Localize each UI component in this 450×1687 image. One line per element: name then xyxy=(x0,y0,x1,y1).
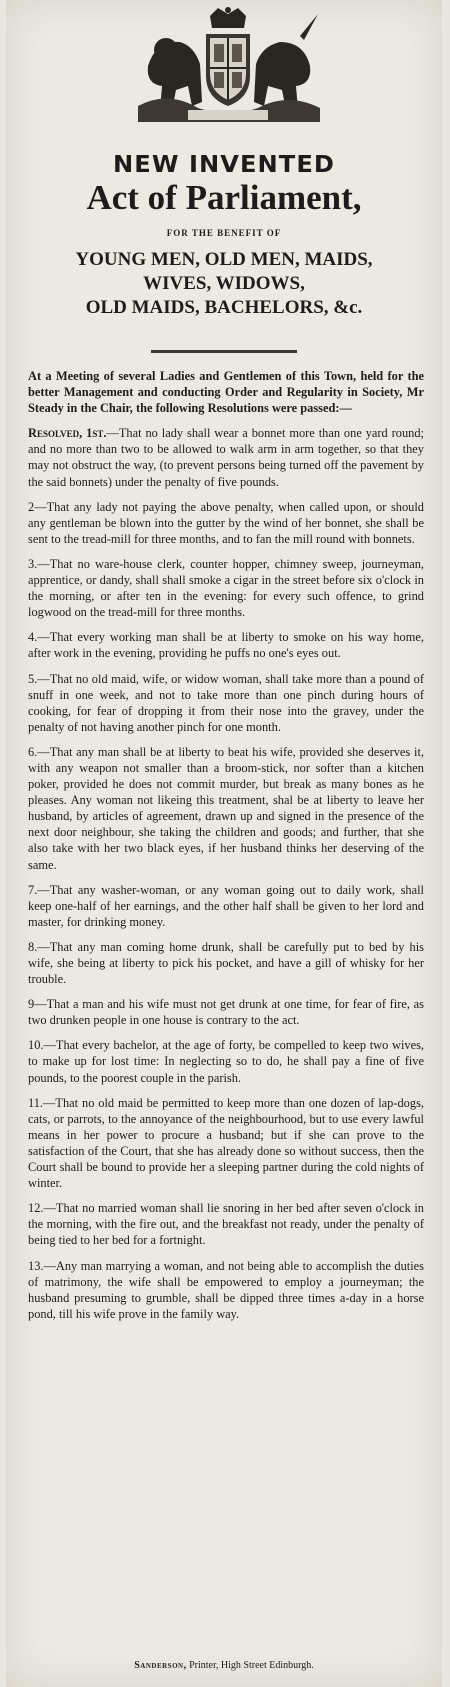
resolution-number: 8. xyxy=(28,939,38,954)
audience-list xyxy=(6,248,442,320)
resolution-text: —That no married woman shall lie snoring in her bed after seven o'clock in the morning, with the fire out, and the breakfast not ready, under the penalty of being tied to her bed for a fortnight. xyxy=(28,1201,424,1248)
resolution-number: Resolved, 1st. xyxy=(28,426,107,441)
resolution-9 xyxy=(28,996,424,1028)
resolution-number: 2 xyxy=(28,499,35,514)
resolution-4 xyxy=(28,629,424,661)
resolution-text: —That no lady shall wear a bonnet more than one yard round; and no more than two to be allowed to walk arm in arm together, so that they may not obstruct the way, (to prevent persons being turned off the pavement by the said bonnets) under the penalty of five pounds. xyxy=(28,426,425,489)
resolution-number: 6. xyxy=(28,744,38,759)
resolution-text: —That no old maid be permitted to keep more than one dozen of lap-dogs, cats, or parrots, to the annoyance of the neighbourhood, but to use every lawful means in her power to procure a husband; but if she can prove to the satisfaction of the Court, that she has already done so without success, then the Court shall be bound to provide her a sleeping partner during the cold nights of winter. xyxy=(28,1095,424,1191)
resolution-3 xyxy=(28,556,424,620)
audience-line: YOUNG MEN, OLD MEN, MAIDS, xyxy=(75,249,373,270)
resolution-number: 5. xyxy=(28,671,38,686)
resolution-7 xyxy=(28,882,424,930)
title-line-3: FOR THE BENEFIT OF xyxy=(166,228,282,238)
resolution-1 xyxy=(28,425,424,489)
printer-address: Printer, High Street Edinburgh. xyxy=(189,1660,314,1671)
resolution-number: 9 xyxy=(28,997,35,1012)
intro-paragraph: At a Meeting of several Ladies and Gentlemen of this Town, held for the better Management and conducting Order and Regularity in Society, Mr Steady in the Chair, the following Resolutions were passed:— xyxy=(28,369,424,416)
resolution-11 xyxy=(28,1095,424,1192)
resolutions-body xyxy=(28,368,424,1331)
resolution-text: —That any washer-woman, or any woman going out to daily work, shall keep one-half of her earnings, and the other half shall be given to her lord and master, for drinking money. xyxy=(28,882,424,929)
printer-name: Sanderson, xyxy=(134,1660,187,1671)
title-line-2: Act of Parliament, xyxy=(86,178,362,217)
resolution-5 xyxy=(28,671,424,735)
resolution-13 xyxy=(28,1258,424,1322)
resolution-number: 3. xyxy=(28,556,38,571)
resolution-text: —That no old maid, wife, or widow woman, shall take more than a pound of snuff in one week, and not to take more than one pinch during hours of cooking, for fear of dropping it from their nose into the gravey, under the penalty of not having another pinch for one month. xyxy=(28,671,424,734)
resolution-number: 10. xyxy=(28,1038,44,1053)
resolution-text: —That any lady not paying the above penalty, when called upon, or should any gentleman be blown into the gutter by the wind of her bonnet, she shall be sent to the tread-mill for three months, and to fan the mill round with bonnets. xyxy=(28,499,424,546)
resolution-text: —That any man shall be at liberty to beat his wife, provided she deserves it, with any weapon not smaller than a broom-stick, nor softer than a kitchen poker, provided he does not commit murder, but break as many bones as he pleases. Any woman not likeing this treatment, shal be at liberty to leave her husband, by articles of agreement, drawn up and signed in the presence of the next door neighbour, she taking the children and goods; and further, that she also take with her two black eyes, if her husband thinks her deserving of the same. xyxy=(28,744,424,872)
resolution-number: 12. xyxy=(28,1201,44,1216)
resolution-6 xyxy=(28,744,424,873)
resolution-text: —That every working man shall be at liberty to smoke on his way home, after work in the evening, providing he puffs no one's eyes out. xyxy=(28,630,424,661)
resolution-number: 11. xyxy=(28,1095,44,1110)
resolution-number: 7. xyxy=(28,882,38,897)
audience-line: OLD MAIDS, BACHELORS, &c. xyxy=(85,297,363,318)
resolution-text: —That every bachelor, at the age of forty, be compelled to keep two wives, to make up for lost time: In neglecting so to do, he shall pay a fine of five pounds, to the poorest couple in the parish. xyxy=(28,1038,424,1085)
resolution-10 xyxy=(28,1037,424,1085)
resolution-text: —That no ware-house clerk, counter hopper, chimney sweep, journeyman, apprentice, or dandy, shall shall smoke a cigar in the street before six o'clock in the morning, or after ten in the evening: for every such offence, to grind logwood on the tread-mill for three months. xyxy=(28,556,424,620)
resolution-12 xyxy=(28,1200,424,1248)
royal-coat-of-arms-image xyxy=(128,6,328,126)
broadside-sheet xyxy=(6,0,442,1687)
resolution-text: —Any man marrying a woman, and not being able to accomplish the duties of matrimony, the wife shall be empowered to employ a journeyman; the husband presuming to grumble, shall be dipped three times a-day in a horse pond, till his wife prove in the family way. xyxy=(28,1258,424,1321)
divider-rule xyxy=(151,350,297,353)
resolution-text: —That a man and his wife must not get drunk at one time, for fear of fire, as two drunken people in one house is contrary to the act. xyxy=(28,997,424,1028)
resolution-2 xyxy=(28,499,424,547)
title-line-1: NEW INVENTED xyxy=(113,152,335,178)
resolution-8 xyxy=(28,939,424,987)
resolution-number: 13. xyxy=(28,1258,44,1273)
audience-line: WIVES, WIDOWS, xyxy=(143,273,305,294)
resolution-text: —That any man coming home drunk, shall be carefully put to bed by his wife, she being at liberty to pick his pocket, and have a gill of whisky for her trouble. xyxy=(28,939,424,987)
resolution-number: 4. xyxy=(28,630,38,645)
printer-imprint xyxy=(6,1660,442,1671)
